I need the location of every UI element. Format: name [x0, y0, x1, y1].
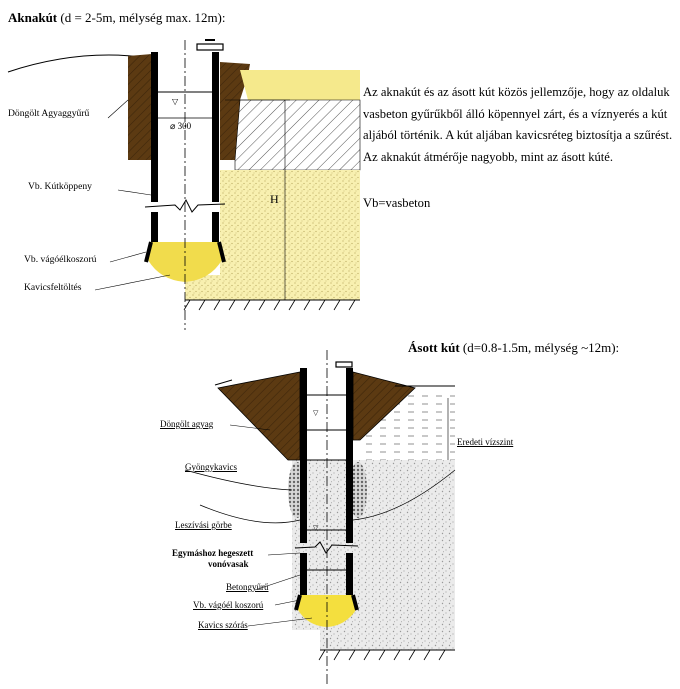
- label-clay: Döngölt agyag: [160, 419, 214, 429]
- well-wall-right-low: [212, 212, 219, 242]
- base-hatch-2: [319, 650, 445, 660]
- water-level-triangle: ▽: [172, 97, 179, 106]
- clay-left: [218, 372, 300, 460]
- label-orig-water: Eredeti vízszint: [457, 437, 514, 447]
- label-drawdown: Leszívási görbe: [175, 520, 232, 530]
- leader-cutting: [110, 252, 146, 262]
- label-welded-rods-1: Egymáshoz hegeszett: [172, 548, 254, 558]
- aknakut-title-bold: Aknakút: [8, 10, 58, 25]
- well2-wall-right: [346, 368, 353, 543]
- water-tri-2: ▽: [313, 524, 319, 532]
- well2-wall-left: [300, 368, 307, 543]
- leader-gravel: [95, 275, 170, 290]
- well2-wall-right-low: [346, 553, 353, 595]
- well2-wall-left-low: [300, 553, 307, 595]
- well-wall-right: [212, 52, 219, 202]
- asott-kut-diagram: [185, 350, 455, 685]
- label-gravel-fill: Kavicsfeltöltés: [24, 282, 82, 293]
- base-hatch: [184, 300, 355, 310]
- well-wall-left: [151, 52, 158, 202]
- rim-left: [215, 380, 232, 385]
- label-diameter: ⌀ 300: [170, 121, 192, 131]
- water-tri-1: ▽: [313, 409, 319, 417]
- sand-lower: [220, 170, 360, 300]
- vb-note: Vb=vasbeton: [363, 196, 431, 210]
- label-welded-rods-2: vonóvasak: [208, 559, 249, 569]
- aknakut-title: [8, 10, 226, 26]
- leader-clay: [108, 100, 128, 118]
- clay-ring-left: [128, 54, 152, 160]
- description-text: Az aknakút és az ásott kút közös jellemzője, hogy az oldaluk vasbeton gyűrűkből álló köpennyel zárt, és a víznyerés a kút aljából történik. A kút aljában kavicsréteg biztosítja a szűrést. Az aknakút átmérője nagyobb, mint az ásott kúté.: [363, 85, 673, 164]
- well2-lid: [336, 362, 352, 367]
- hatched-soil: [235, 100, 360, 170]
- asott-kut-title-bold: Ásott kút: [408, 340, 460, 355]
- asott-kut-title: [408, 340, 619, 356]
- aknakut-title-params: (d = 2-5m, mélység max. 12m):: [57, 10, 226, 25]
- sand-top-layer: [240, 70, 360, 100]
- well-lid: [197, 44, 223, 50]
- label-cutting-ring: Vb. vágóélkoszorú: [24, 254, 97, 265]
- asott-kut-title-params: (d=0.8-1.5m, mélység ~12m):: [459, 340, 620, 355]
- leader-mantle: [118, 190, 151, 195]
- well-wall-left-low: [151, 212, 158, 242]
- label-mantle: Vb. Kútköppeny: [28, 181, 92, 192]
- label-gravel-2: Kavics szórás: [198, 620, 248, 630]
- label-depth: H: [270, 192, 279, 206]
- label-pearl-gravel: Gyöngykavics: [185, 462, 237, 472]
- label-cutting-ring-2: Vb. vágóél koszorú: [193, 600, 264, 610]
- pearl-leader: [185, 470, 292, 490]
- gravel-ground-low: [320, 630, 455, 650]
- label-concrete-ring: Betongyűrű: [226, 582, 269, 592]
- label-clay-ring: Döngölt Agyaggyűrű: [8, 108, 90, 119]
